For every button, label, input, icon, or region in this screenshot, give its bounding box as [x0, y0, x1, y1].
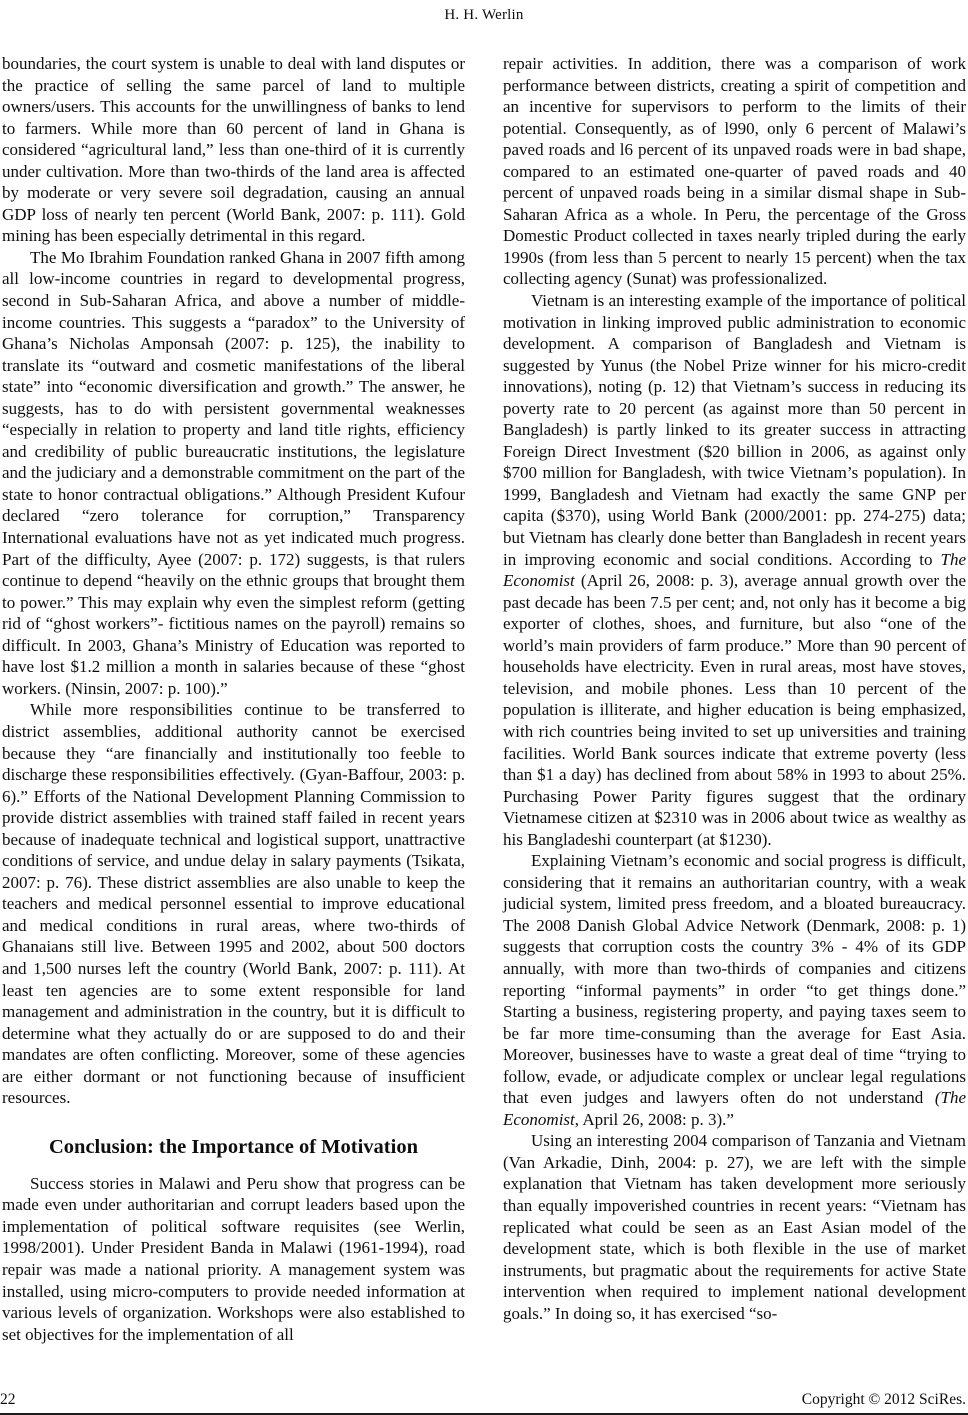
paragraph: Success stories in Malawi and Peru show that progress can be made even under authoritarian and corrupt leaders based upon the implementation of political software requisites (see Werlin, 1998/2001). Under President Banda in Malawi (1961-1994), road repair was made a national priority. A management system was installed, using micro-computers to provide needed information at various levels of organization. Workshops were also established to set objectives for the implementation of all [2, 1173, 465, 1344]
copyright-notice: Copyright © 2012 SciRes. [801, 1391, 966, 1408]
paragraph: Using an interesting 2004 comparison of Tanzania and Vietnam (Van Arkadie, Dinh, 2004: p. 27), we are left with the simple explanation that Vietnam has taken development more seriously than equally impoverished countries in recent years: “Vietnam has replicated what could be seen as an East Asian model of the development state, which is both flexible in the use of market instruments, but pragmatic about the requirements for active State intervention when required to implement national development goals.” In doing so, it has exercised “so- [503, 1131, 966, 1323]
running-head: H. H. Werlin [444, 7, 524, 23]
right-column [503, 53, 966, 1345]
paragraph: boundaries, the court system is unable to deal with land disputes or the practice of selling the same parcel of land to multiple owners/users. This accounts for the unwillingness of banks to lend to farmers. While more than 60 percent of land in Ghana is considered “agricultural land,” less than one-third of it is currently under cultivation. More than two-thirds of the land area is affected by moderate or very severe soil degradation, causing an annual GDP loss of nearly ten percent (World Bank, 2007: p. 111). Gold mining has been especially detrimental in this regard. [2, 54, 465, 246]
paragraph: repair activities. In addition, there was a comparison of work performance between districts, creating a spirit of competition and an incentive for supervisors to perform to the limits of their potential. Consequently, as of l990, only 6 percent of Malawi’s paved roads and l6 percent of its unpaved roads were in bad shape, compared to an estimated one-quarter of paved roads and 40 percent of unpaved roads being in a similar dismal shape in Sub-Saharan Africa as a whole. In Peru, the percentage of the Gross Domestic Product collected in taxes nearly tripled during the early 1990s (from less than 5 percent to nearly 15 percent) when the tax collecting agency (Sunat) was professionalized. [503, 54, 966, 289]
section-heading: Conclusion: the Importance of Motivation [49, 1135, 418, 1158]
page-number: 22 [0, 1391, 16, 1408]
paragraph: Explaining Vietnam’s economic and social progress is difficult, considering that it remains an authoritarian country, with a weak judicial system, limited press freedom, and a bloated bureaucracy. The 2008 Danish Global Advice Network (Denmark, 2008: p. 1) suggests that corruption costs the country 3% - 4% of its GDP annually, with more than two-thirds of companies and citizens reporting “informal payments” in order “to get things done.” Starting a business, registering property, and paying taxes seem to be far more time-consuming than the average for East Asia. Moreover, businesses have to waste a great deal of time “trying to follow, evade, or adjudicate complex or unclear legal regulations that even judges and lawyers often do not understand (The Economist, April 26, 2008: p. 3).” [503, 851, 966, 1129]
paragraph: The Mo Ibrahim Foundation ranked Ghana in 2007 fifth among all low-income countries in regard to developmental progress, second in Sub-Saharan Africa, and above a number of middle-income countries. This suggests a “paradox” to the University of Ghana’s Nicholas Amponsah (2007: p. 125), the inability to translate its “outward and cosmetic manifestations of the liberal state” into “economic diversification and growth.” The answer, he suggests, has to do with persistent governmental weaknesses “especially in relation to property and land title rights, efficiency and credibility of public bureaucratic institutions, the legislature and the judiciary and a demonstrable commitment on the part of the state to honor contractual obligations.” Although President Kufour declared “zero tolerance for corruption,” Transparency International evaluations have not as yet indicated much progress. Part of the difficulty, Ayee (2007: p. 172) suggests, is that rulers continue to depend “heavily on the ethnic groups that brought them to power.” This may explain why even the simplest reform (getting rid of “ghost workers”- fictitious names on the payroll) remains so difficult. In 2003, Ghana’s Ministry of Education was reported to have lost $1.2 million a month in salaries because of these “ghost workers. (Ninsin, 2007: p. 100).” [2, 247, 465, 698]
paragraph: While more responsibilities continue to be transferred to district assemblies, additional authority cannot be exercised because they “are financially and institutionally too feeble to discharge these responsibilities effectively. (Gyan-Baffour, 2003: p. 6).” Efforts of the National Development Planning Commission to provide district assemblies with trained staff failed in recent years because of inadequate technical and logistical support, unattractive conditions of service, and undue delay in salary payments (Tsikata, 2007: p. 76). These district assemblies are also unable to keep the teachers and medical personnel essential to improve educational and medical conditions in rural areas, where two-thirds of Ghanaians still live. Between 1995 and 2002, about 500 doctors and 1,500 nurses left the country (World Bank, 2007: p. 111). At least ten agencies are to some extent responsible for land management and administration in the country, but it is difficult to determine what they actually do or are supposed to do and their mandates are often conflicting. Moreover, some of these agencies are either dormant or not functioning because of insufficient resources. [2, 700, 465, 1108]
two-column-body [0, 53, 968, 1345]
left-column [2, 53, 465, 1345]
paragraph: Vietnam is an interesting example of the importance of political motivation in linking improved public administration to economic development. A comparison of Bangladesh and Vietnam is suggested by Yunus (the Nobel Prize winner for his micro-credit innovations), noting (p. 12) that Vietnam’s success in reducing its poverty rate to 20 percent (as against more than 50 percent in Bangladesh) is partly linked to its greater success in attracting Foreign Direct Investment ($20 billion in 2006, as against only $700 million for Bangladesh, with twice Vietnam’s population). In 1999, Bangladesh and Vietnam had exactly the same GNP per capita ($370), using World Bank (2000/2001: pp. 274-275) data; but Vietnam has clearly done better than Bangladesh in recent years in improving economic and social conditions. According to The Economist (April 26, 2008: p. 3), average annual growth over the past decade has been 7.5 per cent; and, not only has it become a big exporter of clothes, shoes, and furniture, but also “one of the world’s main providers of farm produce.” More than 90 percent of households have electricity. Even in rural areas, most have stoves, television, and mobile phones. Less than 10 percent of the population is illiterate, and higher education is being emphasized, with rich countries being invited to set up universities and training facilities. World Bank sources indicate that extreme poverty (less than $1 a day) has declined from about 58% in 1993 to about 25%. Purchasing Power Parity figures suggest that the ordinary Vietnamese citizen at $2310 was in 2006 about twice as wealthy as his Bangladeshi counterpart (at $1230). [503, 291, 966, 849]
footer [0, 1391, 966, 1409]
